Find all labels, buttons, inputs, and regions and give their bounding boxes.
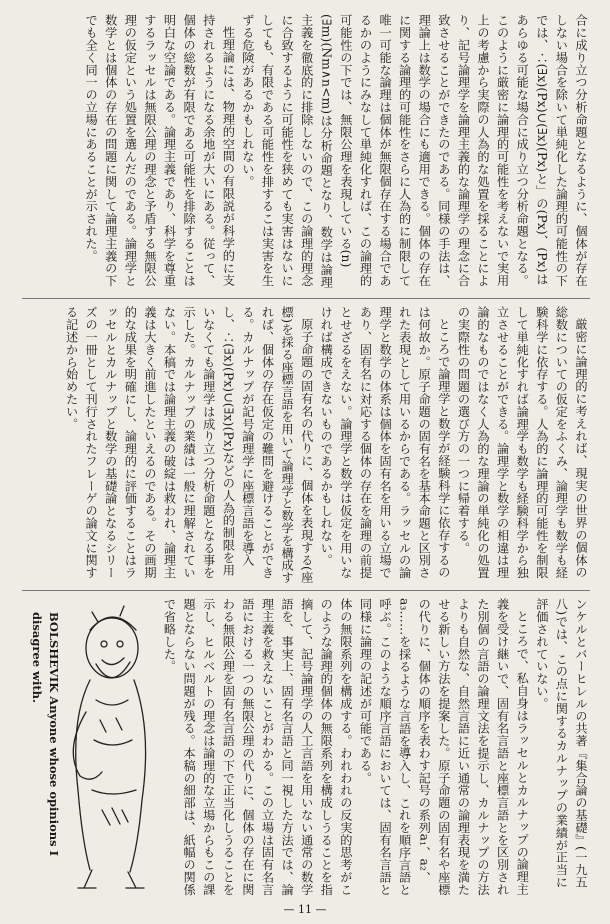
text-tier-top xyxy=(22,14,590,292)
paragraph: 体の無限系列を構成する。われわれの反実的思考がこのような論理的個体の無限系列を構成しうることを指摘して、記号論理学の人工言語を用いない通常の数学語を、事実上、固有名言語と同一視した方法では、論理主義を救えないことがわかる。この立場は固有名言語における一つの無限公理の代りに、個体の存在に関わる無限公理を固有名言語の下で正当化しうることを示し、ヒルベルトの理念は論理的な立場からもこの課題とならない問題が残る。本稿の細部は、紙幅の関係で省略した。 xyxy=(162,598,353,896)
text-tier-middle xyxy=(22,306,590,584)
paragraph: ところで論理学と数学が経験科学に依存するのは何故か。原子命題の固有名を基本命題と区別された表現として用いるからである。ラッセルの論理学と数学の体系は個体を固有名を用いる立場であり、固有名に対応する個体の存在を論理の前提とせざるをえない。論理学と数学は仮定を用いなければ構成できないものであるかもしれない。 xyxy=(319,306,451,579)
page-number: — 11 — xyxy=(283,903,327,916)
paragraph: ところで、私自身はラッセルとカルナップの論理主義を受け継いで、固有名言語と座標言語とを区別された別個の言語の論理文法を提示し、カルナップの方法よりも自然な、自然言語に近い通常の論理表現を満たせる新しい方法を提案した。原子命題の固有名や座標の代りに、個体の順序を表わす記号の系列a₁、a₂、a₃……を採るような言語を導入し、これを順序言語と呼ぶ。このような順序言語においては、固有名言語と同様に論理の記述が可能である。 xyxy=(358,598,530,896)
tier-divider xyxy=(22,298,590,299)
paragraph: 原子命題の固有名の代りに、個体を表現する(座標)を採る座標言語を用いて論理学と数学を構成すれば、個体の存在仮定の難問を避けることができる。カルナップが記号論理学に座標言語を導入し、∴(∃x)(Px)∪(∃x)(Px)などの人為的制限を用いなくても論理学は成り立つ分析命題となる事を示した。カルナップの業績は一般に理解されていない。本稿では論理主義の破綻は救われ、論理主義は大きく前進したといえるのである。その画期的な成果を明確にし、論理的に評価することはラッセルとカルナップと数学の基礎論となるシリーズの一冊として刊行されたフレーゲの論文に関する記述から始めたい。 xyxy=(64,306,314,584)
paragraph: 厳密に論理的に考えれば、現実の世界の個体の総数についての仮定をふくみ、論理学も数学も経験科学に依存する。人為的に論理的可能性を制限して単純化すれば論理学も数学も経験科学から独立させることができる。論理学と数学の相違は理論的なものではなく人為的な理論の単純化の処置の実際性の問題の選び方の一つに帰着する。 xyxy=(456,306,588,579)
text-tier-bottom xyxy=(160,598,590,896)
cartoon-caption: BOLSHEVIK Anyone whose opinions I disagree with. xyxy=(30,612,61,857)
paragraph: 合に成り立つ分析命題となるように、個体が存在しない場合を除いて単純化した論理的可能性の下では、∴(∃x)(Px)∪(∃x)(Px)と」の(Px)、(Px)はあらゆる可能な場合に成り立つ分析命題となる。このように厳密に論理的可能性を考えないで実用上の考慮から実際の人為的な処置を採ることにより、記号論理学を論理主義的な論理学の理念に合致させることができたのである。同様の手法は、理論上は数学の場合にも適用できる。個体の存在に関する論理的可能性をさらに人為的に制限して唯一可能な論理は個体が無限個存在する場合であるかのようにみなして単純化すれば、この論理的可能性の下では、無限公理を表現している(n)(∃m)(Nm∧n<m)は分析命題となり、数学は論理主義を徹底的に排除しないので、この論理的理念に合致するように可能性を狭めても実害はないにしても、有限である可能性を排するこは実害を生ずる危険があるかもしれない。 xyxy=(240,14,588,288)
paragraph: 性理論には、物理的空間の有限説が科学的に支持されるようになる余地が大いにある。従って、個体の総数が有限である可能性を排除することは明白な空論である。論理主義であり、科学を尊重するラッセルは無限公理の理念と予盾する無限公理の仮定という処置を選んだのである。論理学と数学とは個体の存在の問題に関して論理主義の下でも全く同一の立場にあることが示された。 xyxy=(84,14,236,287)
tier-divider xyxy=(22,590,590,591)
paragraph: ンケルとバーヒレルの共著『集合論の基礎』(一九五八)では、この点に関するカルナップの業績が正当に評価されていない。 xyxy=(534,598,588,889)
